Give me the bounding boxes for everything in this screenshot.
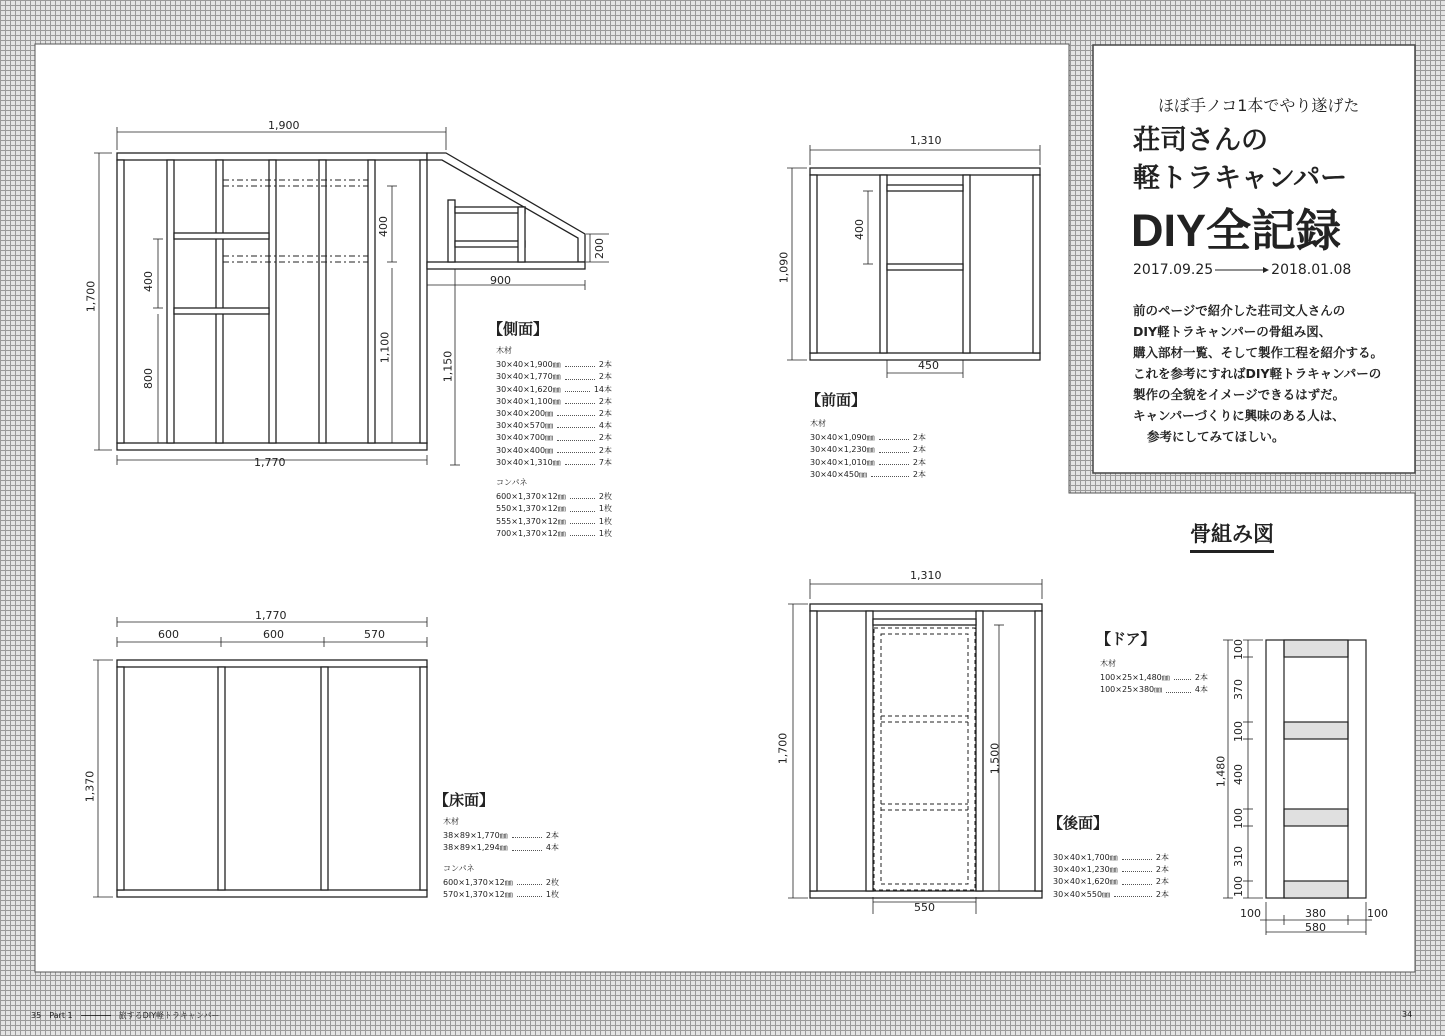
intro-line: 前のページで紹介した荘司文人さんの bbox=[1133, 303, 1346, 318]
side-wood-size: 30×40×400㎜ bbox=[496, 445, 554, 455]
floor-dim-p1: 600 bbox=[158, 628, 179, 641]
leader-dots bbox=[512, 842, 542, 850]
leader-dots bbox=[1122, 876, 1152, 884]
door-dim-100c: 100 bbox=[1232, 808, 1245, 829]
side-wood-qty: 2本 bbox=[598, 433, 612, 443]
back-dim-550: 550 bbox=[914, 901, 935, 914]
side-wood-row bbox=[496, 420, 612, 432]
leader-dots bbox=[879, 432, 909, 440]
floor-wood-size: 38×89×1,770㎜ bbox=[443, 831, 508, 841]
back-view-drawing bbox=[760, 570, 1060, 920]
side-wood-row bbox=[496, 384, 612, 396]
side-materials bbox=[496, 345, 612, 540]
side-panel-row bbox=[496, 516, 612, 528]
door-materials bbox=[1100, 658, 1208, 697]
side-panel-row bbox=[496, 491, 612, 503]
leader-dots bbox=[879, 457, 909, 465]
front-dim-400: 400 bbox=[853, 219, 866, 240]
side-wood-qty: 2本 bbox=[598, 445, 612, 455]
front-wood-row bbox=[810, 457, 926, 469]
side-panel-size: 600×1,370×12㎜ bbox=[496, 492, 566, 502]
date-start: 2017.09.25 bbox=[1133, 262, 1214, 278]
side-wood-qty: 4本 bbox=[598, 421, 612, 431]
front-wood-row bbox=[810, 444, 926, 456]
side-panel-size: 550×1,370×12㎜ bbox=[496, 504, 566, 514]
front-dim-top: 1,310 bbox=[910, 134, 942, 147]
title-line3: DIY全記録 bbox=[1131, 205, 1342, 256]
leader-dots bbox=[570, 516, 595, 524]
leader-dots bbox=[1174, 672, 1191, 680]
door-wood-size: 100×25×1,480㎜ bbox=[1100, 673, 1170, 683]
door-dim-580: 580 bbox=[1305, 921, 1326, 934]
floor-panel-size: 570×1,370×12㎜ bbox=[443, 890, 513, 900]
door-dim-100-right: 100 bbox=[1367, 907, 1388, 920]
back-wood-size: 30×40×550㎜ bbox=[1053, 889, 1111, 899]
side-wood-row bbox=[496, 359, 612, 371]
leader-dots bbox=[557, 420, 595, 428]
floor-panel-label: コンパネ bbox=[443, 863, 475, 873]
floor-dim-p2: 600 bbox=[263, 628, 284, 641]
floor-dim-top: 1,770 bbox=[255, 609, 287, 622]
leader-dots bbox=[517, 877, 542, 885]
leader-dots bbox=[565, 371, 595, 379]
leader-dots bbox=[565, 384, 590, 392]
front-wood-size: 30×40×450㎜ bbox=[810, 469, 868, 479]
leader-dots bbox=[879, 444, 909, 452]
door-dim-100b: 100 bbox=[1232, 721, 1245, 742]
floor-wood-row bbox=[443, 830, 559, 842]
door-wood-label: 木材 bbox=[1100, 659, 1116, 668]
door-dim-1480: 1,480 bbox=[1214, 755, 1228, 788]
intro-line: これを参考にすればDIY軽トラキャンパーの bbox=[1133, 366, 1382, 381]
side-panel-qty: 1枚 bbox=[598, 516, 612, 526]
front-title: 【前面】 bbox=[806, 391, 867, 409]
intro-line: 製作の全貌をイメージできるはずだ。 bbox=[1133, 387, 1346, 402]
front-wood-qty: 2本 bbox=[912, 469, 926, 479]
door-wood-row bbox=[1100, 684, 1208, 696]
back-wood-row bbox=[1053, 852, 1169, 864]
side-panel-label: コンパネ bbox=[496, 478, 528, 488]
door-wood-qty: 2本 bbox=[1194, 673, 1208, 683]
side-wood-size: 30×40×570㎜ bbox=[496, 421, 554, 431]
intro-line: キャンパーづくりに興味のある人は、 bbox=[1133, 408, 1345, 423]
side-panel-row bbox=[496, 503, 612, 515]
side-wood-size: 30×40×1,770㎜ bbox=[496, 372, 561, 382]
floor-view-drawing bbox=[80, 600, 450, 920]
side-wood-size: 30×40×700㎜ bbox=[496, 433, 554, 443]
floor-panel-qty: 1枚 bbox=[545, 890, 559, 900]
side-dim-top: 1,900 bbox=[268, 119, 300, 132]
side-wood-qty: 2本 bbox=[598, 360, 612, 370]
front-dim-450: 450 bbox=[918, 359, 939, 372]
leader-dots bbox=[1114, 889, 1152, 897]
side-wood-size: 30×40×1,900㎜ bbox=[496, 360, 561, 370]
side-wood-size: 30×40×1,100㎜ bbox=[496, 396, 561, 406]
side-dim-height: 1,700 bbox=[84, 280, 98, 313]
leader-dots bbox=[570, 528, 595, 536]
date-end: 2018.01.08 bbox=[1271, 262, 1352, 278]
back-wood-qty: 2本 bbox=[1155, 865, 1169, 875]
side-panel-size: 555×1,370×12㎜ bbox=[496, 516, 566, 526]
side-dim-400a: 400 bbox=[142, 271, 155, 292]
title-date-range bbox=[1133, 262, 1351, 278]
footer-series: 旅するDIY軽トラキャンパー bbox=[118, 1011, 220, 1020]
front-view-drawing bbox=[760, 130, 1060, 390]
side-dim-1100: 1,100 bbox=[378, 331, 392, 364]
back-wood-size: 30×40×1,620㎜ bbox=[1053, 877, 1118, 887]
side-wood-size: 30×40×200㎜ bbox=[496, 409, 554, 419]
date-arrow-icon bbox=[1213, 265, 1271, 275]
floor-panel-size: 600×1,370×12㎜ bbox=[443, 877, 513, 887]
door-wood-row bbox=[1100, 672, 1208, 684]
side-wood-row bbox=[496, 445, 612, 457]
title-subtitle: ほぼ手ノコ1本でやり遂げた bbox=[1158, 96, 1360, 115]
side-wood-row bbox=[496, 396, 612, 408]
door-dim-310: 310 bbox=[1232, 846, 1245, 867]
side-panel-qty: 1枚 bbox=[598, 504, 612, 514]
door-dim-370: 370 bbox=[1232, 679, 1245, 700]
front-wood-size: 30×40×1,230㎜ bbox=[810, 445, 875, 455]
door-dim-380: 380 bbox=[1305, 907, 1326, 920]
intro-line: 購入部材一覧、そして製作工程を紹介する。 bbox=[1133, 345, 1384, 360]
title-line2: 軽トラキャンパー bbox=[1133, 163, 1348, 194]
floor-materials bbox=[443, 816, 559, 901]
footer-left bbox=[31, 1010, 219, 1021]
front-wood-label: 木材 bbox=[810, 419, 826, 428]
side-dim-1150: 1,150 bbox=[441, 350, 455, 383]
back-wood-row bbox=[1053, 889, 1169, 901]
front-wood-qty: 2本 bbox=[912, 445, 926, 455]
door-drawing bbox=[1200, 630, 1400, 940]
front-wood-size: 30×40×1,010㎜ bbox=[810, 457, 875, 467]
floor-wood-row bbox=[443, 842, 559, 854]
side-panel-qty: 1枚 bbox=[598, 528, 612, 538]
leader-dots bbox=[570, 491, 595, 499]
side-wood-row bbox=[496, 371, 612, 383]
side-wood-qty: 7本 bbox=[598, 457, 612, 467]
door-dim-100a: 100 bbox=[1232, 639, 1245, 660]
side-dim-800: 800 bbox=[142, 368, 155, 389]
intro-line: 参考にしてみてほしい。 bbox=[1147, 429, 1285, 444]
side-dim-400b: 400 bbox=[377, 216, 390, 237]
side-wood-row bbox=[496, 457, 612, 469]
side-wood-qty: 14本 bbox=[593, 384, 612, 394]
door-dim-100-left: 100 bbox=[1240, 907, 1261, 920]
front-wood-size: 30×40×1,090㎜ bbox=[810, 433, 875, 443]
side-dim-200: 200 bbox=[593, 238, 606, 259]
leader-dots bbox=[1122, 864, 1152, 872]
front-wood-qty: 2本 bbox=[912, 457, 926, 467]
back-dim-top: 1,310 bbox=[910, 569, 942, 582]
back-dim-height: 1,700 bbox=[776, 732, 790, 765]
floor-dim-height: 1,370 bbox=[83, 770, 97, 803]
floor-wood-qty: 4本 bbox=[545, 843, 559, 853]
leader-dots bbox=[517, 889, 542, 897]
leader-dots bbox=[512, 830, 542, 838]
leader-dots bbox=[871, 469, 909, 477]
back-wood-size: 30×40×1,700㎜ bbox=[1053, 853, 1118, 862]
front-wood-row bbox=[810, 469, 926, 481]
side-wood-qty: 2本 bbox=[598, 409, 612, 419]
side-wood-row bbox=[496, 408, 612, 420]
leader-dots bbox=[557, 445, 595, 453]
floor-title: 【床面】 bbox=[434, 791, 495, 809]
side-panel-qty: 2枚 bbox=[598, 492, 612, 502]
side-dim-900: 900 bbox=[490, 274, 511, 287]
leader-dots bbox=[1166, 684, 1191, 692]
footer-right-page-number: 34 bbox=[1402, 1010, 1413, 1019]
frame-heading: 骨組み図 bbox=[1190, 518, 1274, 553]
side-panel-row bbox=[496, 528, 612, 540]
door-dim-400: 400 bbox=[1232, 764, 1245, 785]
back-wood-row bbox=[1053, 864, 1169, 876]
door-dim-100d: 100 bbox=[1232, 876, 1245, 897]
back-wood-size: 30×40×1,230㎜ bbox=[1053, 865, 1118, 875]
leader-dots bbox=[565, 359, 595, 367]
side-wood-size: 30×40×1,310㎜ bbox=[496, 457, 561, 467]
floor-wood-label: 木材 bbox=[443, 817, 459, 826]
side-wood-size: 30×40×1,620㎜ bbox=[496, 384, 561, 394]
side-wood-qty: 2本 bbox=[598, 396, 612, 406]
front-materials bbox=[810, 418, 926, 481]
back-wood-qty: 2本 bbox=[1155, 877, 1169, 887]
front-wood-qty: 2本 bbox=[912, 433, 926, 443]
leader-dots bbox=[570, 503, 595, 511]
footer-rule bbox=[81, 1015, 111, 1016]
floor-panel-qty: 2枚 bbox=[545, 877, 559, 887]
side-wood-qty: 2本 bbox=[598, 372, 612, 382]
back-wood-qty: 2本 bbox=[1155, 853, 1169, 862]
title-line1: 荘司さんの bbox=[1133, 125, 1268, 156]
door-title: 【ドア】 bbox=[1096, 630, 1156, 648]
back-title: 【後面】 bbox=[1048, 814, 1109, 832]
floor-wood-size: 38×89×1,294㎜ bbox=[443, 843, 508, 853]
side-wood-row bbox=[496, 432, 612, 444]
intro-line: DIY軽トラキャンパーの骨組み図、 bbox=[1133, 324, 1332, 339]
leader-dots bbox=[557, 432, 595, 440]
door-wood-qty: 4本 bbox=[1194, 685, 1208, 695]
floor-dim-p3: 570 bbox=[364, 628, 385, 641]
front-wood-row bbox=[810, 432, 926, 444]
leader-dots bbox=[565, 457, 595, 465]
side-title: 【側面】 bbox=[488, 320, 549, 338]
side-panel-size: 700×1,370×12㎜ bbox=[496, 528, 566, 538]
footer-part: Part 1 bbox=[49, 1011, 73, 1020]
front-dim-height: 1,090 bbox=[777, 251, 791, 284]
leader-dots bbox=[557, 408, 595, 416]
door-wood-size: 100×25×380㎜ bbox=[1100, 685, 1163, 695]
title-intro bbox=[1133, 300, 1383, 447]
side-wood-label: 木材 bbox=[496, 346, 512, 355]
leader-dots bbox=[1122, 852, 1152, 860]
floor-panel-row bbox=[443, 889, 559, 901]
back-dim-1500: 1,500 bbox=[988, 742, 1002, 775]
back-wood-qty: 2本 bbox=[1155, 889, 1169, 899]
back-wood-row bbox=[1053, 876, 1169, 888]
back-materials bbox=[1053, 852, 1169, 901]
side-dim-bottom: 1,770 bbox=[254, 456, 286, 469]
floor-wood-qty: 2本 bbox=[545, 831, 559, 841]
leader-dots bbox=[565, 396, 595, 404]
floor-panel-row bbox=[443, 877, 559, 889]
footer-left-page-number: 35 bbox=[31, 1011, 42, 1020]
